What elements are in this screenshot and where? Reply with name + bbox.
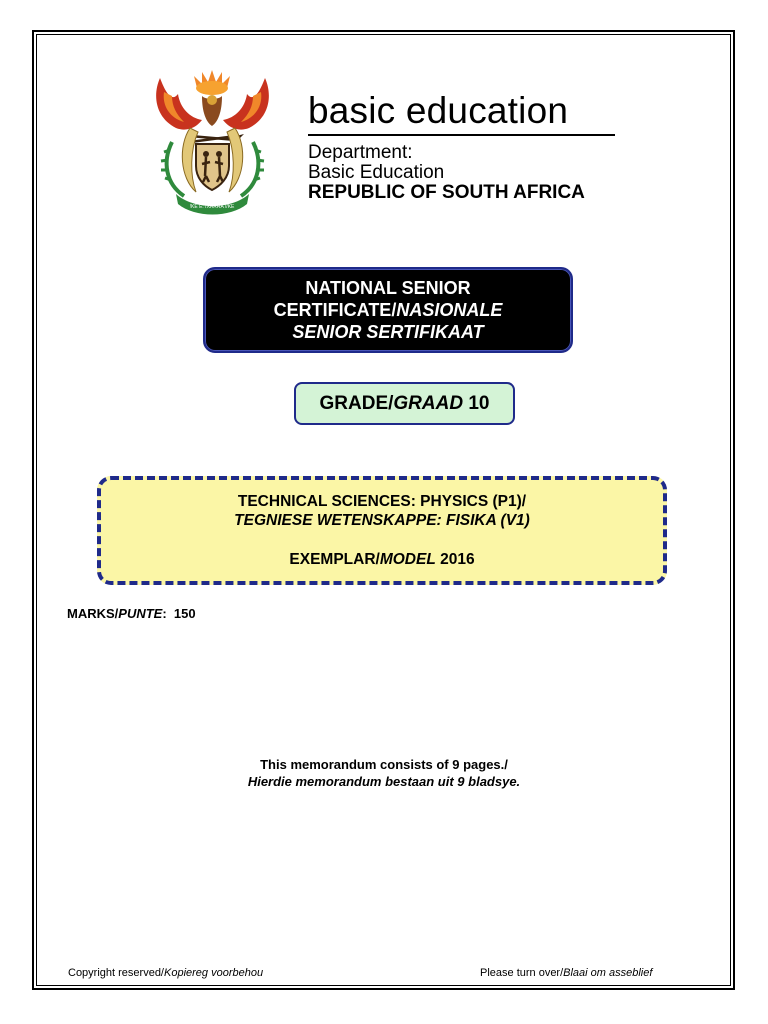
marks-value: 150	[173, 606, 196, 621]
footer-turn-over-af: Blaai om asseblief	[563, 967, 653, 979]
pages-note-en: This memorandum consists of 9 pages./	[260, 757, 508, 772]
certificate-title-line-1: NATIONAL SENIOR	[305, 278, 471, 298]
grade-value: 10	[468, 392, 490, 414]
pages-note-af-text: Hierdie memorandum bestaan uit 9 bladsye.	[247, 774, 521, 789]
exemplar-label-af: MODEL	[379, 551, 436, 568]
department-name: Basic Education	[308, 162, 445, 183]
footer-copyright-af: Kopiereg voorbehou	[164, 967, 264, 979]
coat-of-arms-icon	[150, 66, 275, 216]
certificate-title-line-3	[292, 321, 483, 343]
certificate-title-en: CERTIFICATE/	[273, 300, 397, 320]
subject-box	[97, 476, 667, 585]
subject-title-en: TECHNICAL SCIENCES: PHYSICS (P1)/	[237, 493, 527, 510]
subject-title-af-text: TEGNIESE WETENSKAPPE: FISIKA (V1)	[234, 512, 530, 529]
exemplar-year: 2016	[440, 551, 475, 568]
certificate-title-box	[203, 267, 573, 353]
department-label: Department:	[308, 142, 413, 163]
marks-label-en: MARKS/	[67, 606, 119, 621]
subject-title-af	[101, 512, 663, 530]
marks-label-af: PUNTE	[118, 606, 163, 621]
marks-line: MARKS/PUNTE: 150	[67, 606, 196, 621]
footer-copyright	[68, 967, 263, 979]
grade-box	[294, 382, 515, 425]
svg-text:!KE E: /XARRA //KE: !KE E: /XARRA //KE	[189, 204, 235, 210]
grade-label-en: GRADE/	[319, 392, 394, 414]
certificate-title-line-2	[274, 299, 503, 321]
pages-note-af	[0, 774, 768, 789]
shield-icon	[196, 144, 229, 190]
brand-underline	[308, 134, 615, 136]
footer-copyright-en: Copyright reserved/	[68, 967, 164, 979]
footer-turn-over-en: Please turn over/	[480, 967, 564, 979]
motto-banner-icon	[176, 194, 249, 215]
certificate-title-af-2: SENIOR SERTIFIKAAT	[292, 322, 484, 342]
country-name: REPUBLIC OF SOUTH AFRICA	[308, 182, 585, 203]
exemplar-line	[101, 551, 663, 569]
certificate-title-af: NASIONALE	[396, 300, 503, 320]
sun-icon	[194, 70, 230, 95]
footer-turn-over	[480, 967, 652, 979]
brand-title: basic education	[308, 90, 569, 131]
grade-label-af: GRAAD	[393, 392, 464, 414]
exemplar-label-en: EXEMPLAR/	[289, 551, 380, 568]
